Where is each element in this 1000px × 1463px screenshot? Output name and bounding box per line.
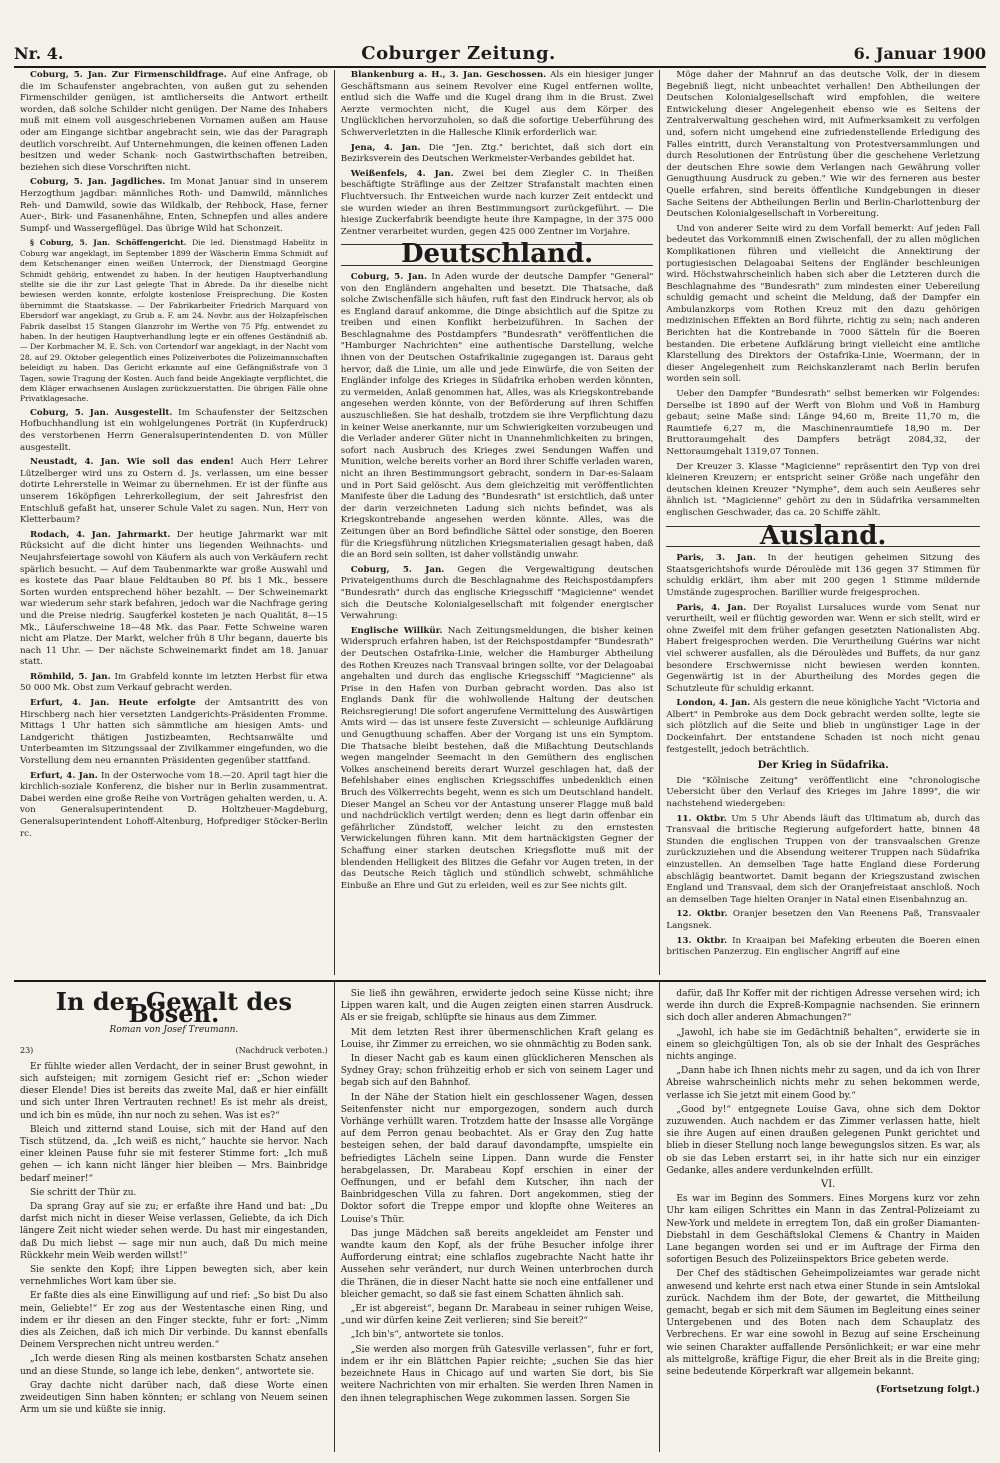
article-paragraph	[666, 70, 980, 221]
article-heading: London, 4. Jan.	[676, 698, 751, 709]
novel-paragraph: „Er ist abgereist“, begann Dr. Marabeau in seiner ruhigen Weise, „und wir dürfen keine Zeit verlieren; sind Sie bereit?“	[340, 1304, 654, 1327]
novel-paragraph: „Ich bin's“, antwortete sie tonlos.	[350, 1330, 504, 1341]
novel-paragraph: Bleich und zitternd stand Louise, sich mit der Hand auf den Tisch stützend, da. „Ich weiß es nicht,“ hauchte sie hervor. Nach einer kleinen Pause fuhr sie mit festerer Stimme fort: „Ich muß gehen — ich kann nicht länger hier bleiben — Mrs. Bainbridge bedarf meiner!“	[20, 1124, 328, 1184]
article-text: Im Schaufenster der Seitzschen Hofbuchhandlung ist ein wohlgelungenes Porträt (in Kupferdruck) des verstorbenen Herrn Generalsuperintendenten D. von Müller ausgestellt.	[20, 407, 328, 453]
article-text: Oranjer besetzen den Van Reenens Paß, Transvaaler Langsnek.	[666, 909, 980, 931]
article-heading: Rodach, 4. Jan. Jahrmarkt.	[30, 529, 171, 540]
continuation-note: (Fortsetzung folgt.)	[875, 1384, 980, 1396]
article-heading: Paris, 4. Jan.	[676, 602, 747, 613]
article-paragraph	[666, 553, 980, 599]
novel-paragraph: dafür, daß Ihr Koffer mit der richtigen Adresse versehen wird; ich werde ihn durch die Expreß-Kompagnie nachsenden. Sie erinnern sich doch aller anderen Abmachungen?“	[666, 989, 980, 1024]
article-text: Um 5 Uhr Abends läuft das Ultimatum ab, durch das Transvaal die britische Regierung aufgefordert hatte, binnen 48 Stunden die englischen Truppen von der transvaalschen Grenze zurückzuziehen und die Absendung weiterer Truppen nach Südafrika einzustellen. An demselben Tage hatte England diese Forderung abschlägig beantwortet. Damit begann der Kriegszustand zwischen England und Transvaal, dem sich der Oranjefreistaat anschloß. Noch an demselben Tage hielten Oranjer in Natal einen Eisenbahnzug an.	[666, 813, 980, 905]
article-heading: 13. Oktbr.	[676, 935, 728, 946]
novel-paragraph: Es war im Beginn des Sommers. Eines Morgens kurz vor zehn Uhr kam eiligen Schrittes ein Mann in das Zentral-Polizeiamt zu New-York und meldete in erregtem Ton, daß ein großer Diamanten-Diebstahl in dem Geschäftslokal Clemens & Chantry in Maiden Lane begangen worden sei und er im Auftrage der Firma den sofortigen Besuch des Polizeiinspektors Brice gebeten werde.	[666, 1194, 980, 1266]
article-paragraph	[341, 626, 654, 893]
article-heading: Englische Willkür.	[350, 625, 443, 636]
article-paragraph	[20, 672, 328, 695]
article-paragraph	[341, 169, 654, 239]
article-text: Als gestern die neue königliche Yacht "Victoria and Albert" in Pembroke aus dem Dock gebracht werden sollte, legte sie sich plötzlich auf die Seite und blieb in ungünstiger Lage in der Dockeinfahrt. Der entstandene Schaden ist noch nicht genau festgestellt, jedoch beträchtlich.	[666, 698, 980, 755]
installment-number: 23)	[20, 1045, 34, 1055]
article-text: Und von anderer Seite wird zu dem Vorfall bemerkt: Auf jeden Fall bedeutet das Vorkommniß einen Zwischenfall, der zu allen möglichen Komplikationen führen und vielleicht die Annektirung der portugiesischen Delagoabai Seitens der Engländer beschleunigen wird. Höchstwahrscheinlich haben sich aber die Letzteren durch die Beschlagnahme des "Bundesrath" zum mindesten einer Uebereilung schuldig gemacht und scheint die Meldung, daß der Dampfer ein Ambulanzkorps vom Rothen Kreuz mit den dazu gehörigen medizinischen Effekten an Bord führte, richtig zu sein; nach anderen Berichten hat die Kontrebande in 7000 Sätteln für die Boeren bestanden. Die erbetene Aufklärung bringt vielleicht eine amtliche Klarstellung des Direktors der Ostafrika-Linie, Woermann, der in dieser Angelegenheit zum Reichskanzleramt nach Berlin berufen worden sein soll.	[666, 223, 980, 385]
article-text: Die led. Dienstmagd Habelitz in Coburg war angeklagt, im September 1899 der Wäscherin Emma Schmidt auf dem Ketschenanger einen weißen Unterrock, der Dienstmagd Georgine Schmidt gehörig, entwendet zu haben. In der heutigen Hauptverhandlung stellte sie die ihr zur Last gelegte That in Abrede. Da ihr dieselbe nicht bewiesen werden konnte, erfolgte kostenlose Freisprechung. Die Kosten übernimmt die Staatskasse. — Der Fabrikarbeiter Friedrich Marquard von Ebersdorf war angeklagt, zu Grub a. F. am 24. Novbr. aus der Holzapfelschen Fabrik daselbst 15 Stangen Glanzrohr im Werthe von 75 Pfg. entwendet zu haben. In der heutigen Hauptverhandlung legte er ein offenes Geständniß ab. — Der Korbmacher M. E. Sch. von Cortendorf war angeklagt, in der Nacht vom 28. auf 29. Oktober gelegentlich eines Polizeiverbotes die Polizeimannschaften beleidigt zu haben. Das Gericht erkannte auf eine Gefängnißstrafe von 3 Tagen, sowie Tragung der Kosten. Auch fand beide Angeklagte verpflichtet, die dem Kläger erwachsenen Auslagen zurückzuerstatten. Die übrigen Fälle ohne Privatklagesache.	[20, 238, 328, 404]
article-text: Gegen die Vergewaltigung deutschen Privateigenthums durch die Beschlagnahme des Reichspostdampfers "Bundesrath" durch das englische Kriegsschiff "Magicienne" wendet sich die Deutsche Kolonialgesellschaft mit folgender energischer Verwahrung:	[340, 564, 654, 622]
feuilleton-section	[14, 980, 986, 1452]
article-text: Im Grabfeld konnte im letzten Herbst für etwa 50 000 Mk. Obst zum Verkauf gebracht werden.	[20, 671, 328, 694]
article-paragraph	[666, 698, 980, 756]
article-text: der Amtsantritt des von Hirschberg nach hier versetzten Landgerichts-Präsidenten Fromme. Mittags 1 Uhr hatten sich sämmtliche am hiesigen Amts- und Landgericht thätigen Justizbeamten, Rechtsanwälte und Unterbeamten im Sitzungssaal der Zivilkammer eingefunden, wo die Vorstellung dem neu ernannten Präsidenten gegenüber stattfand.	[20, 698, 328, 767]
novel-column-1	[14, 982, 335, 1452]
deutschland-news	[341, 272, 654, 892]
article-paragraph	[20, 698, 328, 768]
news-column-2	[335, 70, 661, 975]
article-text: Die "Jen. Ztg." berichtet, daß sich dort ein Bezirksverein des Deutschen Werkmeister-Verbandes gebildet hat.	[340, 142, 654, 165]
article-text: In Kraaipan bei Mafeking erbeuten die Boeren einen britischen Panzerzug. Ein englischer Angriff auf eine	[666, 935, 980, 958]
novel-paragraph: „Jawohl, ich habe sie im Gedächtniß behalten“, erwiderte sie in einem so gleichgültigen Ton, als ob sie der Inhalt des Gespräches nichts anginge.	[666, 1027, 980, 1063]
article-paragraph	[20, 530, 328, 669]
article-text: Auch Herr Lehrer Lützelberger wird uns zu Ostern d. Js. verlassen, um eine besser dotirte Lehrerstelle in Weimar zu übernehmen. Er ist der fünfte aus unserem 16köpfigen Lehrerkollegium, der seit Jahresfrist den Entschluß gefaßt hat, unserer Schule Valet zu sagen. Nun, Herr von Kletterbaum?	[20, 457, 328, 526]
novel-paragraph: „Good by!“ entgegnete Louise Gava, ohne sich dem Doktor zuzuwenden. Auch nachdem er das Zimmer verlassen hatte, hielt sie ihre Augen auf einen draußen gelegenen Punkt gerichtet und blieb in dieser Stellung noch lange bewegungslos sitzen. Es war, als ob sie das Leben erstarrt sei, in ihr hatte sich nur ein einziger Gedanke, alles andere verdunkelnden erfüllt.	[666, 1104, 980, 1176]
article-paragraph	[666, 224, 980, 386]
article-heading: § Coburg, 5. Jan. Schöffengericht.	[30, 238, 187, 248]
article-text: Der Kreuzer 3. Klasse "Magicienne" repräsentirt den Typ von drei kleineren Kreuzern; er entspricht seiner Größe nach ungefähr den deutschen kleinen Kreuzer "Nymphe", dem auch sein Aeußeres sehr ähnlich ist. "Magicienne" gehört zu den in Südafrika versammelten englischen Geschwader, das ca. 20 Schiffe zählt.	[666, 461, 980, 518]
article-heading: Coburg, 5. Jan. Ausgestellt.	[30, 407, 173, 418]
article-paragraph	[20, 177, 328, 235]
novel-paragraph: Der Chef des städtischen Geheimpolizeiamtes war gerade nicht anwesend und kehrte erst nach etwa einer Stunde in sein Amtslokal zurück. Nachdem ihm der Bote, der gewartet, die Mittheilung gemacht, begab er sich mit dem Säumen im Begleitung eines seiner Untergebenen und des Boten nach dem Schauplatz des Verbrechens. Er war eine sowohl in Bezug auf seine Erscheinung wie seinen Charakter auffallende Persönlichkeit; er war eine mehr als mittelgroße, kräftige Figur, die eher Breit als in die Breite ging; seine bedeutende Körperkraft war allgemein bekannt.	[666, 1269, 980, 1378]
article-heading: 11. Oktbr.	[676, 813, 727, 824]
masthead	[14, 40, 986, 68]
article-text: Der Royalist Lursaluces wurde vom Senat nur verurtheilt, weil er flüchtig geworden war. Wenn er sich stellt, wird er ohne Zweifel mit dem früher gefangen gesetzten Nationalisten Abg. Habert freigesprochen werden. Die Verurtheilung Guérins war nicht viel schwerer ausfallen, als die Déroulèdes und Buffets, da nur ganz besondere Erschwernisse nicht bewiesen werden konnten. Gegenwärtig ist in der Aburtheilung des Mordes gegen die Schutzleute für schuldig erkannt.	[666, 602, 980, 694]
article-text: In Aden wurde der deutsche Dampfer "General" von den Engländern angehalten und besetzt. Die Thatsache, daß solche Zwischenfälle sich häufen, ruft fast den Eindruck hervor, als ob es England darauf ankomme, die Dinge absichtlich auf die Spitze zu treiben und einen Konflikt herbeizuführen. In Sachen der Beschlagnahme des Postdampfers "Bundesrath" veröffentlichen die "Hamburger Nachrichten" eine authentische Darstellung, welche ihnen von der Deutschen Ostafrikalinie zugegangen ist. Daraus geht hervor, daß die Linie, um alle und jede Einwürfe, die von Seiten der Engländer infolge des Krieges in Südafrika erhoben werden könnten, zu vermeiden, Anlaß genommen hat, Alles, was als Kriegskontrebande angesehen werden könnte, von der Beförderung auf ihren Schiffen auszuschließen. Sie hat deshalb, trotzdem sie ihre Verpflichtung dazu in keiner Weise anerkannte, nur um Schwierigkeiten vorzubeugen und die Verlader anderer Güter nicht in Unannehmlichkeiten zu bringen, sofort nach Ausbruch des Krieges zwei Sendungen Waffen und Munition, welche bereits vorher an Bord ihrer Schiffe verladen waren, nicht an ihren Bestimmungsort gebracht, sondern in Dar-es-Salaam und in Port Said gelöscht. Aus dem gleichzeitig mit veröffentlichten Manifeste über die Ladung des "Bundesrath" ist ersichtlich, daß unter der darin verzeichneten Ladung sich nichts befindet, was als Kriegskontrebande angesehen werden könnte. Alles, was die Zeitungen über an Bord befindliche Sättel oder sonstige, den Boeren für die Kriegsführung nützlichen Kriegsmaterialien gesagt haben, daß die an Bord sein sollten, ist daher vollständig unwahr.	[340, 271, 654, 561]
news-column-3	[660, 70, 986, 975]
novel-column-3	[660, 982, 986, 1452]
section-title-ausland: Ausland.	[666, 526, 980, 548]
article-text: Möge daher der Mahnruf an das deutsche Volk, der in diesem Begebniß liegt, nicht unbeachtet verhallen! Den Abtheilungen der Deutschen Kolonialgesellschaft wird empfohlen, die weitere Entwickelung dieser Angelegenheit ebenso wie es Seitens der Zentralverwaltung geschehen wird, mit Aufmerksamkeit zu verfolgen und, sofern nicht umgehend eine zufriedenstellende Erledigung des Falles eintritt, durch Veranstaltung von Protestversammlungen und durch Resolutionen der Entrüstung über die geschehene Verletzung der deutschen Ehre sowie dem Verlangen nach Gewährung voller Genugthuung Ausdruck zu geben." Wie wir des ferneren aus bester Quelle erfahren, sind bereits öffentliche Kundgebungen in dieser Sache Seitens der Abtheilungen Berlin und Berlin-Charlottenburg der Deutschen Kolonialgesellschaft in Vorbereitung.	[666, 70, 980, 220]
chapter-number: VI.	[820, 1179, 836, 1191]
colonial-news	[666, 70, 980, 520]
article-paragraph	[20, 238, 328, 405]
article-text: Auf eine Anfrage, ob die im Schaufenster angebrachten, von außen gut zu sehenden Firmenschilder genügen, ist amtlicherseits die Antwort ertheilt worden, daß solche Schilder nicht genügen. Der Name des Inhabers muß mit einem voll ausgeschriebenen Vornamen außen am Hause oder am Eingange sichtbar angebracht sein, wie das der Paragraph deutlich vorschreibt. Auf Unternehmungen, die keinen offenen Laden besitzen und weder Schank- noch Gastwirthschaften betreiben, beziehen sich diese Vorschriften nicht.	[20, 70, 328, 173]
news-column-1	[14, 70, 335, 975]
article-paragraph	[341, 70, 654, 140]
issue-date: 6. Januar 1900	[853, 43, 986, 63]
article-heading: Jena, 4. Jan.	[350, 142, 421, 153]
novel-paragraph: Er fühlte wieder allen Verdacht, der in seiner Brust gewohnt, in sich aufsteigen; mit zornigem Gesicht rief er: „Schon wieder dieser Elende! Dies ist bereits das zweite Mal, daß er hier einfällt und sich unter Ihren Vertrauten rechnet! Es ist mehr als dreist, und ich bin es müde, ihn nur noch zu sehen. Was ist es?“	[20, 1061, 328, 1121]
novel-author: Roman von Josef Treumann.	[109, 1025, 239, 1036]
article-heading: Coburg, 5. Jan.	[350, 271, 427, 282]
novel-paragraph: „Ich werde diesen Ring als meinen kostbarsten Schatz ansehen und an diese Stunde, so lange ich lebe, denken“, antwortete sie.	[20, 1354, 328, 1377]
article-heading: 12. Oktbr.	[676, 909, 728, 920]
article-text: In der Osterwoche vom 18.—20. April tagt hier die kirchlich-soziale Konferenz, die bisher nur in Berlin zusammentrat. Dabei werden eine große Reihe von Vorträgen gehalten werden, u. A. von Generalsuperintendent D. Holtzheuer-Magdeburg, Generalsuperintendent Lohoff-Altenburg, Hofprediger Stöcker-Berlin rc.	[20, 770, 328, 839]
novel-paragraph: In dieser Nacht gab es kaum einen glücklicheren Menschen als Sydney Gray; schon frühzeitig erhob er sich von seinem Lager und begab sich auf den Bahnhof.	[340, 1054, 654, 1089]
reprint-notice: (Nachdruck verboten.)	[235, 1045, 328, 1055]
article-heading: Paris, 3. Jan.	[676, 553, 756, 564]
article-heading: Blankenburg a. H., 3. Jan. Geschossen.	[350, 70, 547, 80]
novel-meta	[20, 1045, 328, 1057]
article-text: Ueber den Dampfer "Bundesrath" selbst bemerken wir Folgendes: Derselbe ist 1890 auf der Werft von Blohm und Voß in Hamburg gebaut; seine Maße sind: Länge 94,60 m, Breite 11,70 m, die Raumtiefe 6,27 m, die Maschinenraumtiefe 18,90 m. Der Bruttoraumgehalt des Dampfers beträgt 2084,32, der Nettoraumgehalt 1319,07 Tonnen.	[666, 389, 980, 457]
newspaper-title: Coburger Zeitung.	[361, 42, 556, 64]
article-heading: Weißenfels, 4. Jan.	[350, 168, 454, 179]
issue-number: Nr. 4.	[14, 43, 64, 63]
novel-paragraph: Gray dachte nicht darüber nach, daß diese Worte einen zweideutigen Sinn haben könnten; er schlang von Neuem seinen Arm um sie und küßte sie innig.	[20, 1380, 328, 1416]
novel-column-2	[335, 982, 661, 1452]
article-paragraph	[341, 565, 654, 623]
novel-paragraph: Das junge Mädchen saß bereits angekleidet am Fenster und wandte kaum den Kopf, als der frühe Besucher infolge ihrer Aufforderung eintrat; eine schlaflos zugebrachte Nacht hatte ihr Aussehen sehr verändert, nur durch Weinen unterbrochen durch die Thränen, die in dieser Nacht hatte sie noch eine entfallener und bleicher gemacht, so daß sie fast einem Schatten ähnlich sah.	[340, 1228, 654, 1300]
article-heading: Erfurt, 4. Jan.	[30, 770, 98, 781]
article-paragraph	[666, 389, 980, 459]
article-paragraph	[20, 408, 328, 454]
novel-title: In der Gewalt des Bösen.	[55, 987, 292, 1029]
article-text: Zwei bei dem Ziegler C. in Theißen beschäftigte Sträflinge aus der Zeitzer Strafanstalt machten einen Fluchtversuch. Ihr Entweichen wurde nach kurzer Zeit entdeckt und sie wurden wieder an ihren Bestimmungsort zurückgeführt. — Die hiesige Zuckerfabrik beendigte heute ihre Kampagne, in der 375 000 Zentner verarbeitet wurden, gegen 425 000 Zentner im Vorjahre.	[340, 168, 654, 237]
article-paragraph	[666, 936, 980, 959]
article-heading: Neustadt, 4. Jan. Wie soll das enden!	[30, 457, 234, 468]
article-heading: Erfurt, 4. Jan. Heute erfolgte	[30, 698, 196, 709]
article-paragraph	[666, 909, 980, 932]
article-text: Im Monat Januar sind in unserem Herzogthum jagdbar: männliches Roth- und Damwild, männliches Reh- und Damwild, sowie das Wildkalb, der Rehbock, Hase, ferner Auer-, Birk- und Fasanenhähne, Enten, Schnepfen und alles andere Sumpf- und Wassergeflügel. Das übrige Wild hat Schonzeit.	[20, 177, 328, 234]
novel-paragraph: Mit dem letzten Rest ihrer übermenschlichen Kraft gelang es Louise, ihr Zimmer zu erreichen, wo sie ohnmächtig zu Boden sank.	[340, 1027, 654, 1050]
subsection-title-war: Der Krieg in Südafrika.	[757, 760, 889, 772]
novel-paragraph: „Sie werden also morgen früh Gatesville verlassen“, fuhr er fort, indem er ihr ein Blättchen Papier reichte; „suchen Sie das hier bezeichnete Haus in Chicago auf und warten Sie dort, bis Sie weitere Nachrichten von mir erhalten. Sie werden Ihren Namen in den ihnen telegraphischen Wege zukommen lassen. Sorgen Sie	[340, 1344, 654, 1404]
article-paragraph	[666, 462, 980, 520]
article-text: Die "Kölnische Zeitung" veröffentlicht eine "chronologische Uebersicht über den Verlauf des Krieges im Jahre 1899", die wir nachstehend wiedergeben:	[666, 775, 980, 810]
novel-text-2	[341, 988, 654, 1405]
regional-news	[341, 70, 654, 238]
article-text: Nach Zeitungsmeldungen, die bisher keinen Widerspruch erfahren haben, ist der Reichspostdampfer "Bundesrath" der Deutschen Ostafrika-Linie, welcher die Hamburger Abtheilung des Rothen Kreuzes nach Transvaal bringen sollte, vor der Delagoabai angehalten und durch das englische Kriegsschiff "Magicienne" als Prise in den Hafen von Durban gebracht worden. Das also ist Englands Dank für die wohlwollende Haltung der deutschen Reichsregierung! Die sofort angerufene Vermittelung des Auswärtigen Amts wird — das ist unsere feste Zuversicht — schleunige Aufklärung und Genugthuung schaffen. Aber der Vorgang ist uns ein Symptom. Die Thatsache bleibt bestehen, daß die Mißachtung Deutschlands wegen mangelnder Seemacht in den Gemüthern des englischen Volkes anscheinend bereits derart Wurzel geschlagen hat, daß der Befehlshaber eines englischen Kriegsschiffes unbedenklich einen Bruch des Völkerrechts begeht, wenn es sich um Deutschland handelt. Dieser Mangel an Scheu vor der Antastung unserer Flagge muß bald und nachdrücklich vertilgt werden; denn es liegt darin offenbar ein gefährlicher Zündstoff, welcher leicht zu den ernstesten Verwickelungen führen kann. Mit dem hartnäckigsten Gegner der Schaffung einer starken deutschen Kriegsflotte muß mit der blendenden Helligkeit des Blitzes die Gefahr vor Augen treten, in der das Deutsche Reich täglich und stündlich schwebt, schmähliche Einbuße an Ehre und Gut zu erleiden, weil es zur See nichts gilt.	[340, 625, 654, 891]
novel-paragraph: Sie ließ ihn gewähren, erwiderte jedoch seine Küsse nicht; ihre Lippen waren kalt, und die Augen zeigten einen starren Ausdruck. Als er sie freigab, schlüpfte sie hinaus aus dem Zimmer.	[340, 989, 654, 1024]
article-paragraph	[341, 272, 654, 562]
article-heading: Coburg, 5. Jan. Jagdliches.	[30, 177, 166, 188]
article-paragraph	[341, 143, 654, 166]
article-paragraph	[20, 771, 328, 841]
article-text: Der heutige Jahrmarkt war mit Rücksicht auf die dicht hinter uns liegenden Weihnachts- und Neujahrsfeiertage sowohl von Käufern als auch von Verkäufern recht spärlich besucht. — Auf dem Taubenmarkte war große Auswahl und es kostete das Paar blaue Feldtauben 80 Pf. bis 1 Mk., bessere Sorten wurden entsprechend höher bezahlt. — Der Schweinemarkt war wiederum sehr stark befahren, jedoch war die Nachfrage gering und die Preise niedrig. Saugferkel kosteten je nach Qualität, 8—15 Mk., Läuferschweine 18—48 Mk. das Paar. Fette Schweine waren nicht am Platze. Der Markt, welcher früh 8 Uhr begann, dauerte bis nach 11 Uhr. — Der nächste Schweinemarkt findet am 18. Januar statt.	[20, 529, 328, 668]
war-news	[666, 776, 980, 959]
novel-paragraph: Sie schritt der Thür zu.	[30, 1187, 137, 1198]
article-text: Als ein hiesiger junger Geschäftsmann aus seinem Revolver eine Kugel entfernen wollte, entlud sich die Waffe und die Kugel drang ihm in die Brust. Zwei Aerzte vermochten nicht, die Kugel aus dem Körper des Unglücklichen hervorzuholen, so daß die sofortige Ueberführung des Schwerverletzten in die Hallesche Klinik erforderlich war.	[340, 70, 654, 138]
novel-paragraph: Sie senkte den Kopf; ihre Lippen bewegten sich, aber kein vernehmliches Wort kam über sie.	[20, 1265, 328, 1288]
article-paragraph	[20, 70, 328, 174]
article-paragraph	[666, 814, 980, 907]
article-paragraph	[666, 603, 980, 696]
novel-text-3	[666, 988, 980, 1378]
news-section	[14, 70, 986, 975]
section-title-deutschland: Deutschland.	[341, 244, 654, 266]
article-heading: Römhild, 5. Jan.	[30, 671, 111, 682]
article-text: In der heutigen geheimen Sitzung des Staatsgerichtshofs wurde Déroulède mit 136 gegen 37 Stimmen für schuldig erklärt, ihm aber mit 200 gegen 1 Stimme mildernde Umstände zugesprochen. Barillier wurde freigesprochen.	[666, 553, 980, 598]
article-paragraph	[666, 776, 980, 811]
novel-paragraph: In der Nähe der Station hielt ein geschlossener Wagen, dessen Seitenfenster nicht nur emporgezogen, sondern auch durch Vorhänge verhüllt waren. Trotzdem hatte der Insasse alle Vorgänge auf dem Perron genau beobachtet. Als er Gray den Zug hatte besteigen sehen, der bald darauf davondampfte, umspielte ein befriedigtes Lächeln seine Lippen. Dann wurde die Fenster herabgelassen, Dr. Marabeau Kopf erschien in einer der Oeffnungen, und er befahl dem Kutscher, ihn nach der Bainbridgeschen Villa zu fahren. Dort angekommen, stieg der Doktor sofort die Treppe empor und klopfte ohne Weiteres an Louise's Thür.	[340, 1092, 654, 1225]
ausland-news	[666, 553, 980, 756]
article-heading: Coburg, 5. Jan. Zur Firmenschildfrage.	[30, 70, 227, 80]
article-heading: Coburg, 5. Jan.	[350, 564, 445, 575]
novel-paragraph: „Dann habe ich Ihnen nichts mehr zu sagen, und da ich von Ihrer Abreise wahrscheinlich nichts mehr zu sehen bekommen werde, verlasse ich Sie jetzt mit einem Good by.“	[666, 1066, 980, 1101]
article-paragraph	[20, 457, 328, 527]
novel-text-1	[20, 1061, 328, 1417]
novel-paragraph: Da sprang Gray auf sie zu; er erfaßte ihre Hand und bat: „Du darfst mich nicht in dieser Weise verlassen, Geliebte, da ich Dich längere Zeit nicht wieder sehen werde. Du hast mir eingestanden, daß Du mich liebst — sage mir nun auch, daß Du mich meine Rückkehr mein Weib werden willst!“	[20, 1202, 328, 1261]
novel-paragraph: Er faßte dies als eine Einwilligung auf und rief: „So bist Du also mein, Geliebte!“ Er zog aus der Westentasche einen Ring, und indem er ihr diesen an den Finger steckte, fuhr er fort: „Nimm dies als Zeichen, daß ich mich Dir verbinde. Du kannst ebenfalls Deinem Versprechen nicht untreu werden.“	[20, 1291, 328, 1351]
